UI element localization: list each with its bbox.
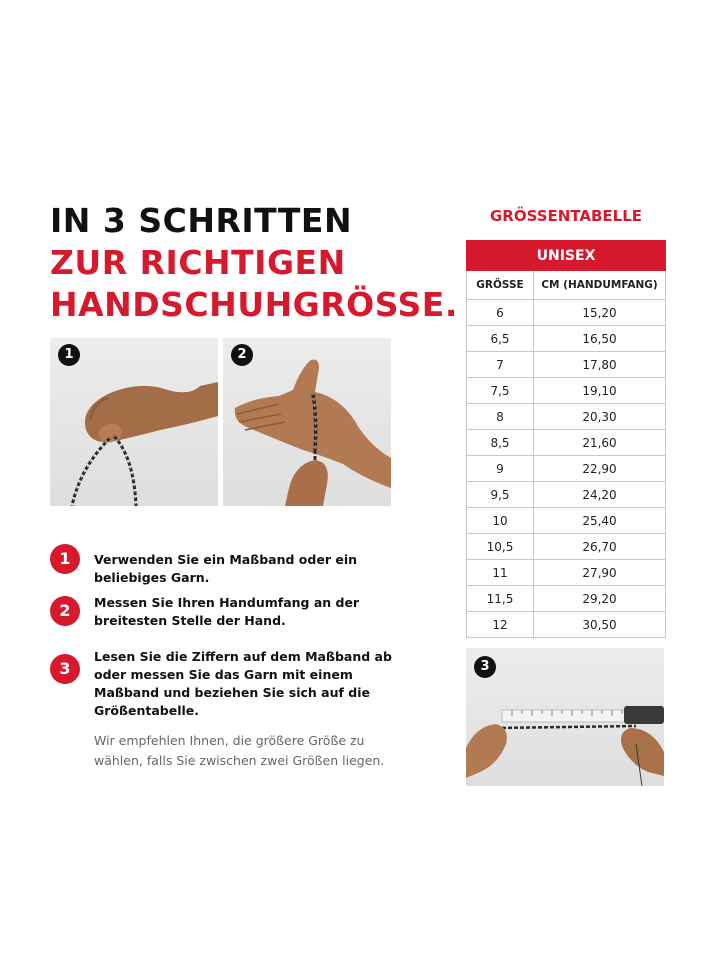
photo-badge-2: 2 (231, 344, 253, 366)
size-table-row (467, 534, 666, 560)
size-table (466, 240, 666, 638)
circumference-cell: 19,10 (534, 378, 666, 404)
size-table-row (467, 508, 666, 534)
step-number-3: 3 (50, 654, 80, 684)
size-table-row (467, 404, 666, 430)
circumference-cell: 16,50 (534, 326, 666, 352)
step-3-photo (466, 648, 664, 786)
step-1-photo (50, 338, 218, 506)
size-table-row (467, 482, 666, 508)
title-line-3: HANDSCHUHGRÖSSE. (50, 285, 458, 324)
size-cell: 11 (467, 560, 534, 586)
size-cell: 6,5 (467, 326, 534, 352)
step-3 (50, 649, 420, 718)
recommendation-note: Wir empfehlen Ihnen, die größere Größe zu wählen, falls Sie zwischen zwei Größen liegen. (94, 732, 385, 768)
circumference-cell: 25,40 (534, 508, 666, 534)
photo-badge-3: 3 (474, 656, 496, 678)
size-table-title: GRÖSSENTABELLE (489, 207, 643, 225)
circumference-cell: 27,90 (534, 560, 666, 586)
step-2 (50, 596, 420, 636)
circumference-cell: 21,60 (534, 430, 666, 456)
size-table-row (467, 430, 666, 456)
size-table-row (467, 352, 666, 378)
step-2-photo (223, 338, 391, 506)
size-cell: 12 (467, 612, 534, 638)
size-column-header: GRÖSSE (467, 271, 534, 300)
step-3-text: Lesen Sie die Ziffern auf dem Maßband ab oder messen Sie das Garn mit einem Maßband und beziehen Sie sich auf die Größentabelle. (94, 649, 392, 718)
photo-badge-1: 1 (58, 344, 80, 366)
size-cell: 10,5 (467, 534, 534, 560)
circumference-cell: 17,80 (534, 352, 666, 378)
hand-holding-yarn-icon (50, 338, 218, 506)
size-cell: 9 (467, 456, 534, 482)
yarn-on-measuring-tape-icon (466, 648, 664, 786)
size-table-group-header: UNISEX (467, 241, 666, 271)
step-number-2: 2 (50, 596, 80, 626)
size-table-body (467, 300, 666, 638)
size-cell: 7,5 (467, 378, 534, 404)
size-table-row (467, 456, 666, 482)
step-number-1: 1 (50, 544, 80, 574)
circumference-cell: 24,20 (534, 482, 666, 508)
title-line-2: ZUR RICHTIGEN (50, 243, 346, 282)
circumference-column-header: CM (HANDUMFANG) (534, 271, 666, 300)
size-cell: 6 (467, 300, 534, 326)
circumference-cell: 15,20 (534, 300, 666, 326)
size-cell: 10 (467, 508, 534, 534)
size-cell: 11,5 (467, 586, 534, 612)
size-table-row (467, 612, 666, 638)
size-table-row (467, 586, 666, 612)
circumference-cell: 26,70 (534, 534, 666, 560)
size-cell: 7 (467, 352, 534, 378)
size-table-row (467, 326, 666, 352)
size-cell: 9,5 (467, 482, 534, 508)
circumference-cell: 22,90 (534, 456, 666, 482)
circumference-cell: 20,30 (534, 404, 666, 430)
step-2-text: Messen Sie Ihren Handumfang an der breitesten Stelle der Hand. (94, 595, 360, 628)
page-title (50, 200, 458, 326)
title-line-1: IN 3 SCHRITTEN (50, 201, 353, 240)
size-cell: 8,5 (467, 430, 534, 456)
size-table-row (467, 560, 666, 586)
step-1 (50, 544, 420, 584)
size-table-row (467, 378, 666, 404)
yarn-around-palm-icon (223, 338, 391, 506)
size-table-row (467, 300, 666, 326)
circumference-cell: 29,20 (534, 586, 666, 612)
step-1-text: Verwenden Sie ein Maßband oder ein beliebiges Garn. (94, 552, 358, 585)
circumference-cell: 30,50 (534, 612, 666, 638)
size-cell: 8 (467, 404, 534, 430)
